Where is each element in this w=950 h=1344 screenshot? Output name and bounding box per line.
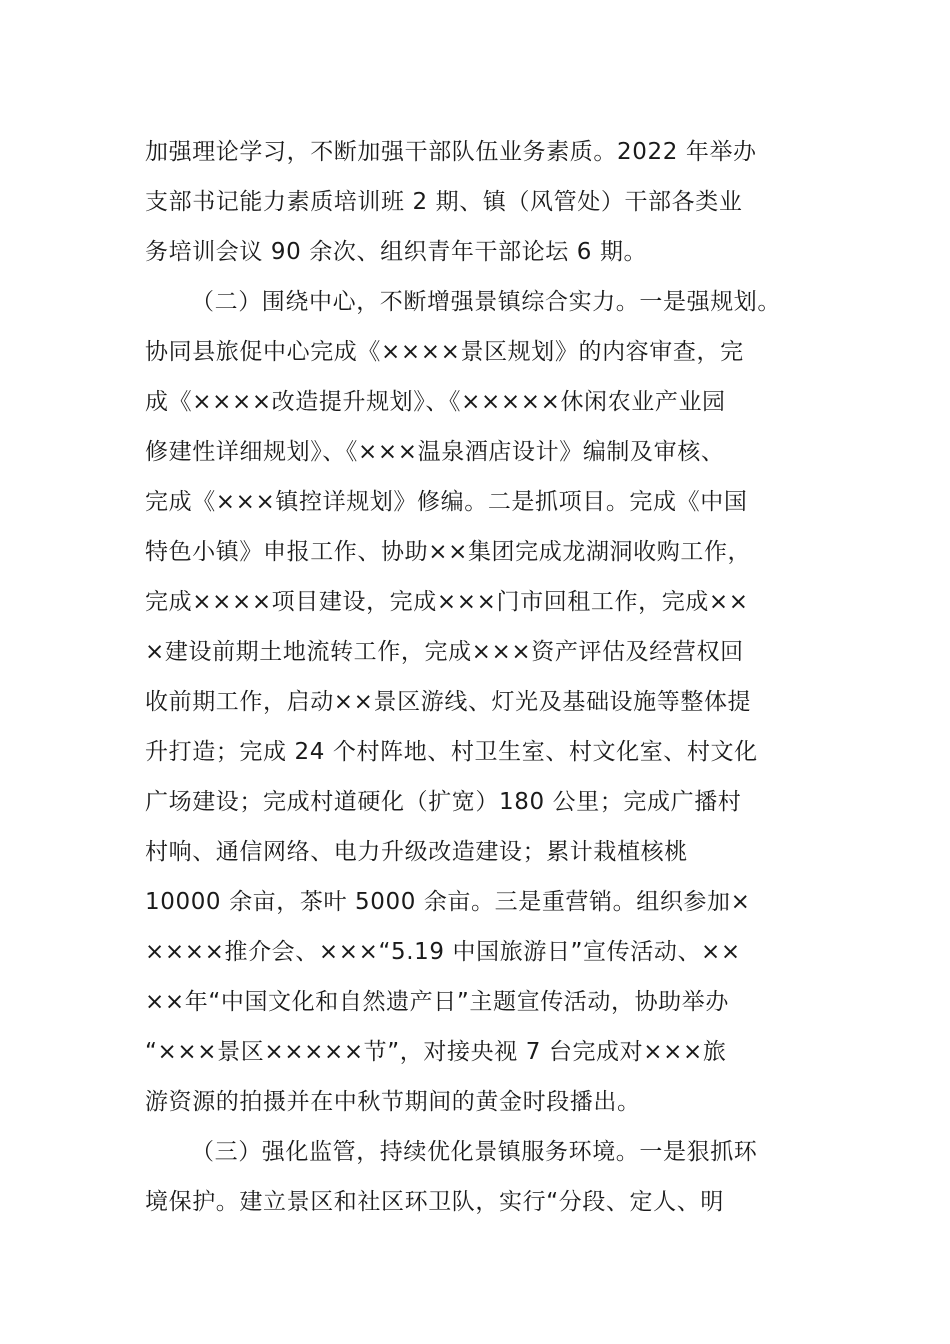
text-line: 10000 余亩，茶叶 5000 余亩。三是重营销。组织参加×	[145, 889, 751, 915]
text-line: （二）围绕中心，不断增强景镇综合实力。一是强规划。	[191, 289, 781, 315]
text-line: ××××推介会、×××“5.19 中国旅游日”宣传活动、××	[145, 939, 741, 965]
text-line: 完成《×××镇控详规划》修编。二是抓项目。完成《中国	[145, 489, 748, 515]
text-line: 支部书记能力素质培训班 2 期、镇（风管处）干部各类业	[145, 189, 743, 215]
text-line: 完成××××项目建设，完成×××门市回租工作，完成××	[145, 589, 749, 615]
text-line: ××年“中国文化和自然遗产日”主题宣传活动，协助举办	[145, 989, 729, 1015]
text-line: 务培训会议 90 余次、组织青年干部论坛 6 期。	[145, 239, 648, 265]
text-line: 广场建设；完成村道硬化（扩宽）180 公里；完成广播村	[145, 789, 742, 815]
text-line: 村响、通信网络、电力升级改造建设；累计栽植核桃	[145, 839, 688, 865]
text-line: （三）强化监管，持续优化景镇服务环境。一是狠抓环	[191, 1139, 758, 1165]
text-line: 收前期工作，启动××景区游线、灯光及基础设施等整体提	[145, 689, 752, 715]
text-line: 升打造；完成 24 个村阵地、村卫生室、村文化室、村文化	[145, 739, 758, 765]
text-line: “×××景区×××××节”，对接央视 7 台完成对×××旅	[145, 1039, 727, 1065]
text-line: ×建设前期土地流转工作，完成×××资产评估及经营权回	[145, 639, 744, 665]
text-line: 修建性详细规划》、《×××温泉酒店设计》编制及审核、	[145, 439, 725, 465]
text-line: 成《××××改造提升规划》、《×××××休闲农业产业园	[145, 389, 726, 415]
text-line: 特色小镇》申报工作、协助××集团完成龙湖洞收购工作，	[145, 539, 752, 565]
text-line: 协同县旅促中心完成《××××景区规划》的内容审查，完	[145, 339, 744, 365]
text-line: 游资源的拍摄并在中秋节期间的黄金时段播出。	[145, 1089, 641, 1115]
text-line: 境保护。建立景区和社区环卫队，实行“分段、定人、明	[145, 1189, 724, 1215]
text-line: 加强理论学习，不断加强干部队伍业务素质。2022 年举办	[145, 139, 757, 165]
